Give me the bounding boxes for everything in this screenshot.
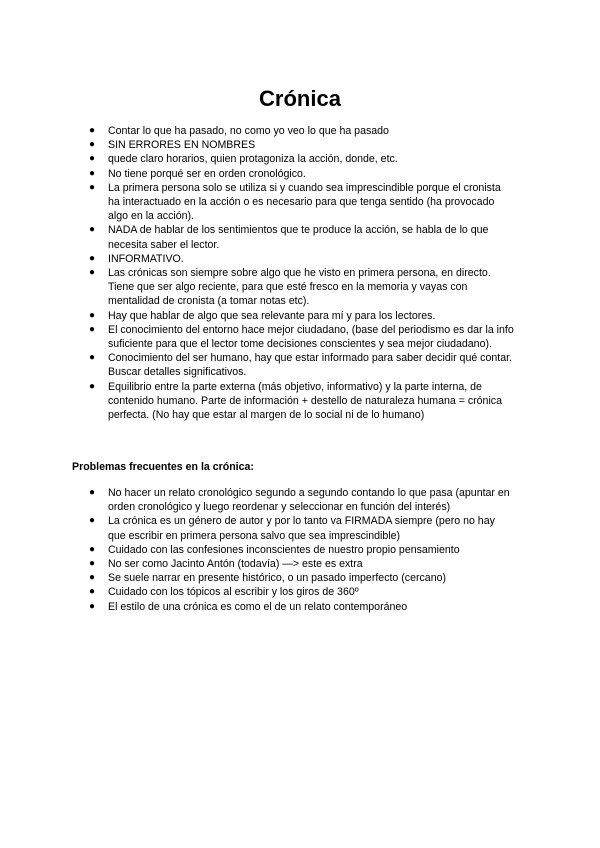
list-item-text: Cuidado con los tópicos al escribir y los giros de 360º: [108, 586, 359, 599]
list-item: [0, 309, 600, 323]
bullet-icon: ●: [89, 572, 96, 584]
list-item: [0, 543, 600, 557]
list-item: [0, 124, 600, 138]
bullet-icon: ●: [89, 558, 96, 570]
list-item: [0, 181, 600, 224]
list-item: [0, 252, 600, 266]
section-heading: Problemas frecuentes en la crónica:: [72, 461, 254, 473]
list-item: [0, 323, 600, 351]
list-item-text: No ser como Jacinto Antón (todavía) —> este es extra: [108, 558, 363, 571]
list-item: [0, 514, 600, 542]
list-item-text: Conocimiento del ser humano, hay que estar informado para saber decidir qué contar. Buscar detalles significativos.: [108, 352, 512, 379]
page-title: Crónica: [259, 86, 341, 111]
list-item-text: quede claro horarios, quien protagoniza la acción, donde, etc.: [108, 153, 398, 166]
list-item-text: Equilibrio entre la parte externa (más objetivo, informativo) y la parte interna, de contenido humano. Parte de información + destello de naturaleza humana = crónica perfecta. (No hay que estar al margen de lo social ni de lo humano): [108, 380, 502, 422]
list-item-text: No hacer un relato cronológico segundo a segundo contando lo que pasa (apuntar en orden cronológico y luego reordenar y seleccionar en función del interés): [108, 487, 510, 514]
list-item-text: Cuidado con las confesiones inconscientes de nuestro propio pensamiento: [108, 543, 460, 556]
bullet-icon: ●: [89, 252, 96, 264]
bullet-icon: ●: [89, 181, 96, 193]
list-item-text: Contar lo que ha pasado, no como yo veo lo que ha pasado: [108, 125, 389, 137]
bullet-icon: ●: [89, 380, 96, 392]
list-item: [0, 585, 600, 599]
bullet-icon: ●: [89, 125, 96, 136]
bullet-icon: ●: [89, 267, 96, 279]
list-item: [0, 223, 600, 251]
bullet-icon: ●: [89, 600, 96, 612]
list-item-text: La primera persona solo se utiliza si y cuando sea imprescindible porque el cronista ha interactuado en la acción o es necesario para que tenga sentido (ha provocado algo en la acción).: [108, 181, 501, 223]
list-item-text: No tiene porqué ser en orden cronológico.: [108, 167, 306, 180]
bullet-icon: ●: [89, 224, 96, 236]
bullet-icon: ●: [89, 352, 96, 364]
bullet-icon: ●: [89, 515, 96, 527]
list-item: [0, 351, 600, 379]
bullet-icon: ●: [89, 487, 96, 498]
list-item-text: Las crónicas son siempre sobre algo que he visto en primera persona, en directo. Tiene que ser algo reciente, para que esté fresco en la memoria y vayas con mentalidad de cronista (a tomar notas etc).: [108, 267, 491, 308]
list-item: [0, 152, 600, 166]
bullet-icon: ●: [89, 543, 96, 555]
bullet-list-main: [0, 124, 600, 422]
list-item-text: El conocimiento del entorno hace mejor ciudadano, (base del periodismo es dar la info suficiente para que el lector tome decisiones conscientes y sea mejor ciudadano).: [108, 323, 514, 351]
list-item: [0, 266, 600, 309]
list-item: [0, 600, 600, 614]
bullet-icon: ●: [89, 167, 96, 179]
bullet-list-problems: [0, 486, 600, 614]
bullet-icon: ●: [89, 153, 96, 165]
bullet-icon: ●: [89, 586, 96, 598]
list-item: [0, 138, 600, 152]
list-item-text: La crónica es un género de autor y por lo tanto va FIRMADA siempre (pero no hay que escribir en primera persona salvo que sea imprescindible): [108, 515, 495, 542]
bullet-icon: ●: [89, 309, 96, 321]
list-item-text: Se suele narrar en presente histórico, o un pasado imperfecto (cercano): [108, 572, 447, 585]
list-item: [0, 167, 600, 181]
list-item-text: NADA de hablar de los sentimientos que te produce la acción, se habla de lo que necesita saber el lector.: [108, 224, 489, 251]
list-item: [0, 486, 600, 514]
bullet-icon: ●: [89, 139, 96, 151]
list-item-text: Hay que hablar de algo que sea relevante para mí y para los lectores.: [108, 309, 436, 322]
list-item: [0, 380, 600, 423]
list-item: [0, 571, 600, 585]
list-item-text: INFORMATIVO.: [108, 252, 184, 265]
list-item: [0, 557, 600, 571]
list-item-text: El estilo de una crónica es como el de un relato contemporáneo: [108, 600, 408, 613]
bullet-icon: ●: [89, 323, 96, 335]
list-item-text: SIN ERRORES EN NOMBRES: [108, 139, 256, 152]
